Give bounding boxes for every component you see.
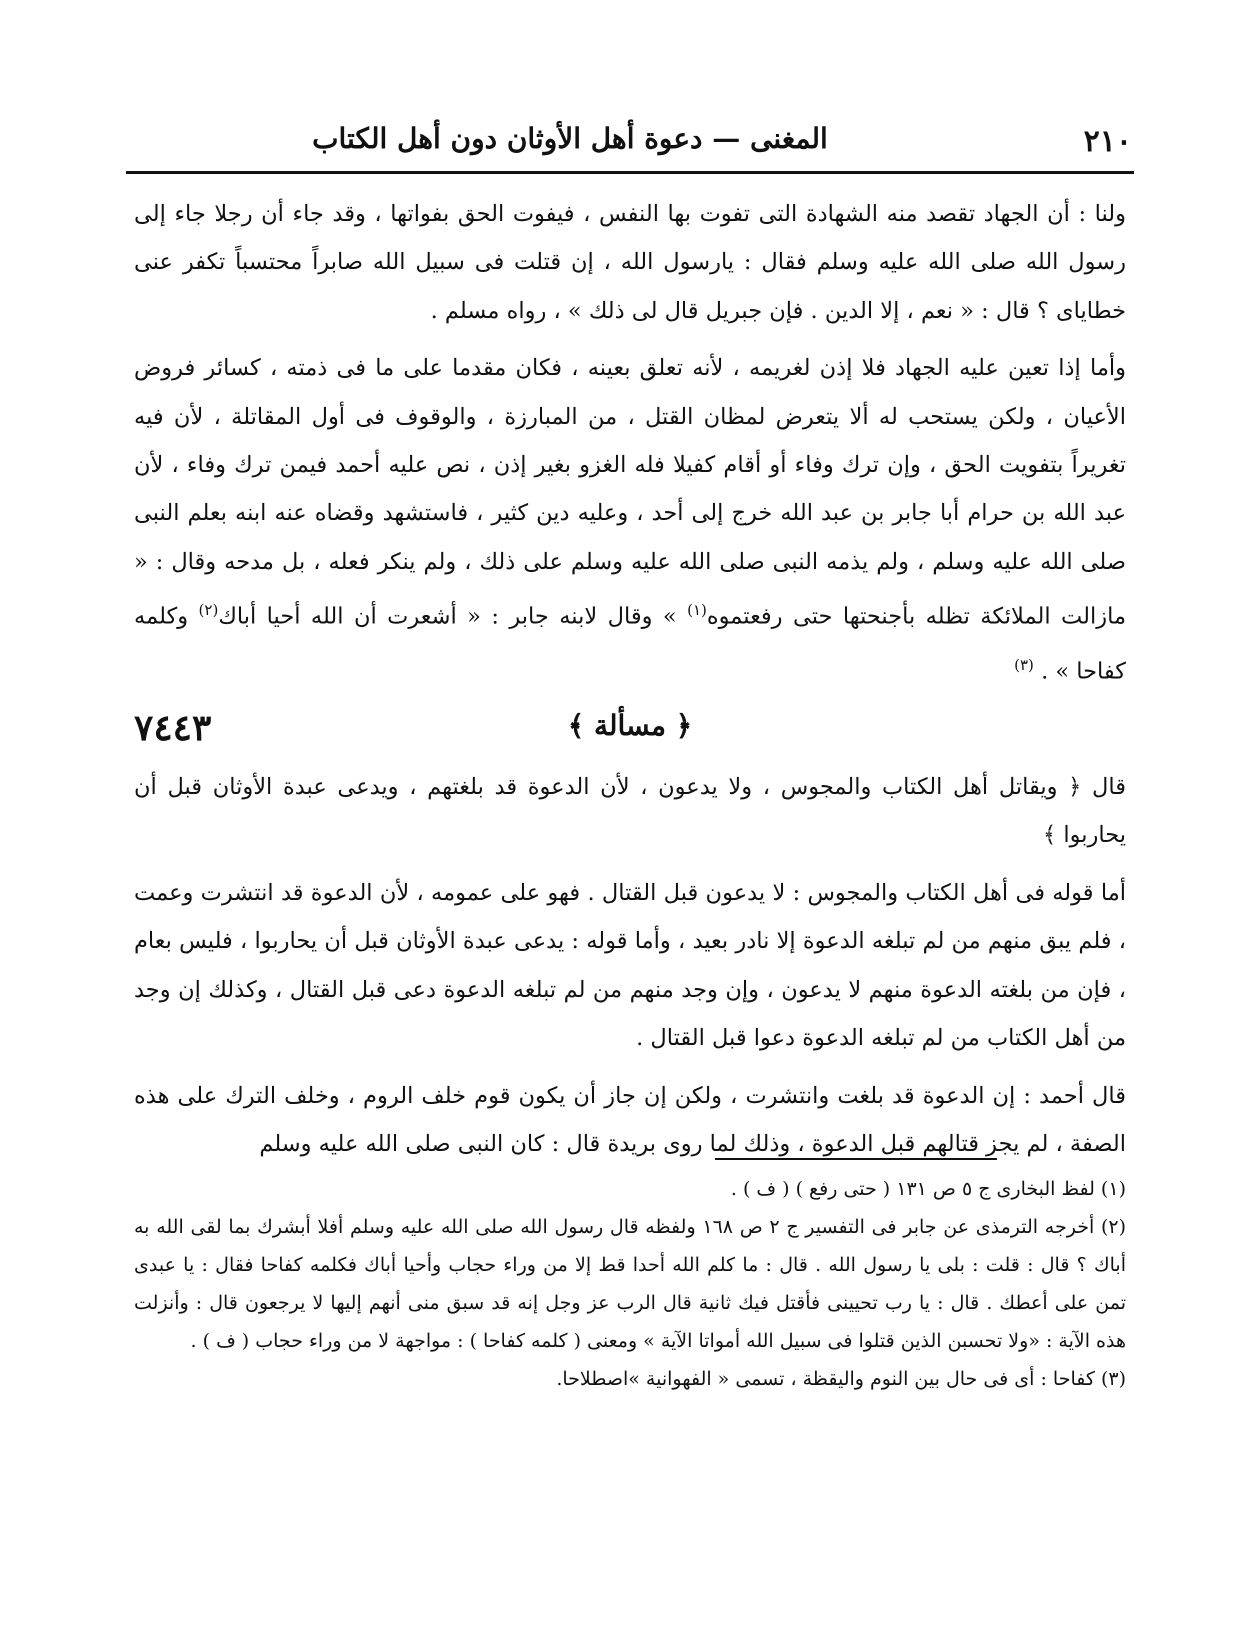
page-header	[128, 118, 1132, 170]
running-title: المغنى — دعوة أهل الأوثان دون أهل الكتاب	[312, 122, 828, 155]
main-text	[134, 190, 1126, 1177]
paragraph-4: أما قوله فى أهل الكتاب والمجوس : لا يدعون قبل القتال . فهو على عمومه ، لأن الدعوة قد انتشرت وعمت ، فلم يبق منهم من لم تبلغه الدعوة إلا نادر بعيد ، وأما قوله : يدعى عبدة الأوثان قبل أن يحاربوا ، فليس بعام ، فإن من بلغته الدعوة منهم لا يدعون ، وإن وجد منهم من لم تبلغه الدعوة دعى قبل القتال ، وكذلك إن وجد من أهل الكتاب من لم تبلغه الدعوة دعوا قبل القتال .	[134, 879, 1126, 1052]
paragraph-2-text: وأما إذا تعين عليه الجهاد فلا إذن لغريمه ، لأنه تعلق بعينه ، فكان مقدما على ما فى ذمته ، كسائر فروض الأعيان ، ولكن يستحب له ألا يتعرض لمظان القتل ، من المبارزة ، والوقوف فى أول المقاتلة ، لأن فيه تغريراً بتفويت الحق ، وإن ترك وفاء أو أقام كفيلا فله الغزو بغير إذن ، نص عليه أحمد فيمن ترك وفاء ، لأن عبد الله بن حرام أبا جابر بن عبد الله خرج إلى أحد ، وعليه دين كثير ، فاستشهد وقضاه عنه ابنه بعلم النبى صلى الله عليه وسلم ، ولم يذمه النبى صلى الله عليه وسلم على ذلك ، ولم ينكر فعله ، بل مدحه وقال : « مازالت الملائكة تظله بأجنحتها حتى رفعتموه	[134, 355, 1127, 630]
page-number: ٢١٠	[1083, 124, 1132, 159]
paragraph-1: ولنا : أن الجهاد تقصد منه الشهادة التى تفوت بها النفس ، فيفوت الحق بفواتها ، وقد جاء أن رجلا جاء إلى رسول الله صلى الله عليه وسلم فقال : يارسول الله ، إن قتلت فى سبيل الله صابراً محتسباً تكفر عنى خطاياى ؟ قال : « نعم ، إلا الدين . فإن جبريل قال لى ذلك » ، رواه مسلم .	[134, 201, 1126, 324]
footnote-ref-2: (٢)	[198, 601, 219, 620]
issue-heading	[134, 705, 1126, 761]
paragraph-2	[134, 344, 1126, 696]
paragraph-3: قال ﴿ ويقاتل أهل الكتاب والمجوس ، ولا يدعون ، لأن الدعوة قد بلغتهم ، ويدعى عبدة الأوثان قبل أن يحاربوا ﴾	[134, 774, 1126, 849]
header-rule	[126, 171, 1134, 174]
footnote-2: (٢) أخرجه الترمذى عن جابر فى التفسير ج ٢ ص ١٦٨ ولفظه قال رسول الله صلى الله عليه وسلم أفلا أبشرك بما لقى الله به أباك ؟ قال : قلت : بلى يا رسول الله . قال : ما كلم الله أحدا قط إلا من وراء حجاب وأحيا أباك فكلمه كفاحا فقال : يا عبدى تمن على أعطك . قال : يا رب تحيينى فأقتل فيك ثانية قال الرب عز وجل إنه قد سبق منى أنهم إليها لا يرجعون قال : وأنزلت هذه الآية : «ولا تحسبن الذين قتلوا فى سبيل الله أمواتا الآية » ومعنى ( كلمه كفاحا ) : مواجهة لا من وراء حجاب ( ف ) .	[134, 1216, 1126, 1352]
footnotes	[134, 1170, 1126, 1398]
footnote-1: (١) لفظ البخارى ج ٥ ص ١٣١ ( حتى رفع ) ( ف ) .	[730, 1178, 1126, 1200]
footnote-ref-1: (١)	[687, 601, 707, 620]
issue-number: ٧٤٤٣	[134, 707, 212, 750]
paragraph-2-end: وكلمه كفاحا » .	[134, 603, 1126, 685]
paragraph-5: قال أحمد : إن الدعوة قد بلغت وانتشرت ، ولكن إن جاز أن يكون قوم خلف الروم ، وخلف الترك على هذه الصفة ، لم يجز قتالهم قبل الدعوة ، وذلك لما روى بريدة قال : كان النبى صلى الله عليه وسلم	[134, 1082, 1126, 1157]
paragraph-2-continued: » وقال لابنه جابر : « أشعرت أن الله أحيا أباك	[218, 603, 677, 630]
footnote-ref-3: (٣)	[1014, 656, 1034, 675]
issue-label: ﴿ مسألة ﴾	[567, 709, 693, 743]
footnote-rule	[715, 1158, 997, 1160]
footnote-3: (٣) كفاحا : أى فى حال بين النوم واليقظة ، تسمى « الفهوانية »اصطلاحا.	[556, 1368, 1126, 1390]
